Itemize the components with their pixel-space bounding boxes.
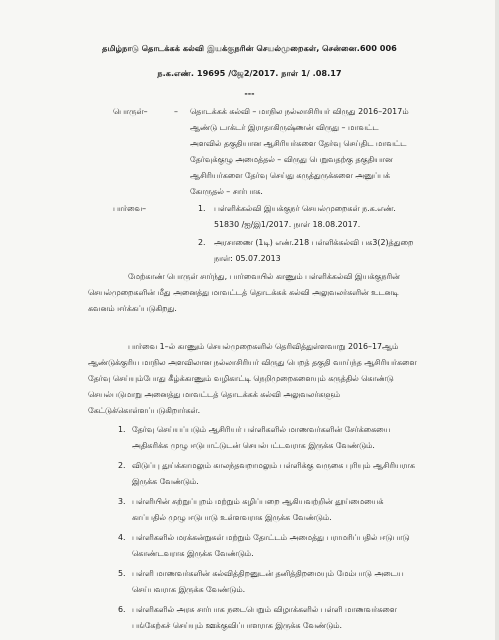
guideline-line: விடுப்பு துய்க்காமலும் காலந்தவறாமலும் பள்ளிக்கு வருகை புரியும் ஆசிரியராக (132, 461, 415, 470)
guideline-item (118, 422, 458, 458)
guideline-text (132, 566, 404, 598)
subject-line: கோருதல் – சார்பாக. (190, 187, 263, 196)
reference-line: பள்ளிக்கல்வி இயக்குநர் செயல்முறைகள் ந.க.எண். (214, 204, 396, 213)
guideline-line: காப்பதில் முழு ஈடுபாடு உள்ளவராக இருக்க வேண்டும். (132, 513, 332, 522)
guideline-line: தேர்வு செய்யப்படும் ஆசிரியர் பள்ளிகளில் மாணவர்களின் சேர்க்கையை (132, 425, 391, 434)
guideline-item (118, 566, 458, 602)
guideline-text (132, 422, 390, 454)
guideline-line: செய்பவராக இருக்க வேண்டும். (132, 585, 246, 594)
header-divider: --- (244, 88, 255, 98)
paragraph-line: கேட்டுக்கொள்ளப்படுகிறார்கள். (88, 406, 201, 415)
guideline-number: 6. (118, 605, 126, 614)
reference-list (198, 201, 468, 269)
reference-number: ந.க.எண். 19695 /ஜே2/2017. நாள் 1/ .08.17 (157, 68, 342, 78)
guideline-text (132, 602, 397, 634)
guideline-number: 1. (118, 425, 126, 434)
subject-line: ஆண்டு டாக்டர் இராதாகிருஷ்ணன் விருது – மாவட்ட (190, 123, 379, 132)
paragraph-line: தேர்வு செய்யும்போது கீழ்க்காணும் வழிகாட்டி நெறிமுறைகளையும் கருத்தில் கொண்டு (88, 374, 394, 383)
office-heading: தமிழ்நாடு தொடக்கக் கல்வி இயக்குநரின் செயல்முறைகள், சென்னை.600 006 (102, 43, 397, 53)
reference-item (198, 201, 468, 235)
guideline-line: பள்ளிகளில் மரக்கன்றுகள் மற்றும் தோட்டம் அமைத்து பராமரிப்பதில் ஈடுபாடு (132, 533, 410, 542)
guideline-line: பள்ளி மாணவர்களின் கல்வித்திறனுடன் தனித்திறமையும் மேம்பாடு அடைய (132, 569, 404, 578)
guideline-item (118, 494, 458, 530)
reference-number-1: 1. (198, 204, 206, 213)
scan-edge (495, 0, 499, 640)
guideline-line: பள்ளிகளில் அரசு சார்பாக நடைபெறும் விழாக்களில் பள்ளி மாணவர்களை (132, 605, 397, 614)
subject-text (190, 104, 460, 200)
reference-line: அரசாணை (1டி) எண்.218 பள்ளிக்கல்வி பக3(2)த்துறை (214, 238, 414, 247)
reference-item (198, 235, 468, 269)
guideline-text (132, 530, 410, 562)
guideline-text (132, 494, 383, 526)
paragraph-line: ஆண்டுக்குரிய மாநில அளவிலான நல்லாசிரியர் விருது பெறத் தகுதி வாய்ந்த ஆசிரியர்களை (88, 358, 417, 367)
guideline-item (118, 458, 458, 494)
guideline-number: 2. (118, 461, 126, 470)
subject-line: தேர்வுக்குழு அமைத்தல் – விருது பெறுவதற்கு தகுதியான (190, 155, 393, 164)
subject-bullet: – (174, 107, 178, 116)
guideline-list (118, 422, 458, 638)
guideline-text (132, 458, 415, 490)
paragraph-line: மேற்காண் பொருள் சார்ந்து, பார்வையில் காணும் பள்ளிக்கல்வி இயக்குநரின் (128, 272, 400, 281)
paragraph-line: செயல்படுமாறு அனைத்து மாவட்டத் தொடக்கக் கல்வி அலுவலர்களும் (88, 390, 341, 399)
subject-line: அளவில் தகுதியான ஆசிரியர்களை தேர்வு செய்திட மாவட்ட (190, 139, 407, 148)
guideline-line: பங்கேற்கச் செய்யும் ஊக்குவிப்பாளராக இருக்க வேண்டும். (132, 621, 342, 630)
reference-number-2: 2. (198, 238, 206, 247)
guideline-number: 5. (118, 569, 126, 578)
paragraph-line: பார்வை 1–ல் காணும் செயல்முறைகளில் தெரிவித்துள்ளவாறு 2016–17ஆம் (128, 342, 399, 351)
reference-text (214, 201, 396, 233)
subject-line: தொடக்கக் கல்வி – மாநில நல்லாசிரியர் விருது 2016–2017ம் (190, 107, 409, 116)
guideline-item (118, 530, 458, 566)
reference-line: நாள்: 05.07.2013 (214, 254, 281, 263)
guideline-line: அதிகரிக்க முழு ஈடுபாட்டுடன் செயல்பட்டவராக இருக்க வேண்டும். (132, 441, 375, 450)
reference-label: பார்வை– (113, 204, 147, 213)
subject-line: ஆசிரியர்களை தேர்வு செய்து கருத்துருக்களை அனுப்பக் (190, 171, 390, 180)
guideline-line: கொண்டவராக இருக்க வேண்டும். (132, 549, 254, 558)
guideline-number: 3. (118, 497, 126, 506)
reference-line: 51830 /ஐ/இ1/2017. நாள் 18.08.2017. (214, 220, 361, 229)
paragraph-line: கவனம் ஈர்க்கப்படுகிறது. (88, 304, 177, 313)
guideline-item (118, 602, 458, 638)
guideline-number: 4. (118, 533, 126, 542)
guideline-intro-paragraph (88, 339, 444, 419)
guideline-line: பள்ளியின் சுற்றுப்புறம் மற்றும் கழிப்பறை ஆகியவற்றின் தூய்மையைக் (132, 497, 384, 506)
guideline-line: இருக்க வேண்டும். (132, 477, 199, 486)
paragraph-line: செயல்முறைகளின் மீது அனைத்து மாவட்டத் தொடக்கக் கல்வி அலுவலர்களின் உடனடி (88, 288, 399, 297)
reference-text (214, 235, 413, 267)
intro-paragraph (88, 269, 444, 317)
subject-label: பொருள்– (113, 107, 148, 116)
